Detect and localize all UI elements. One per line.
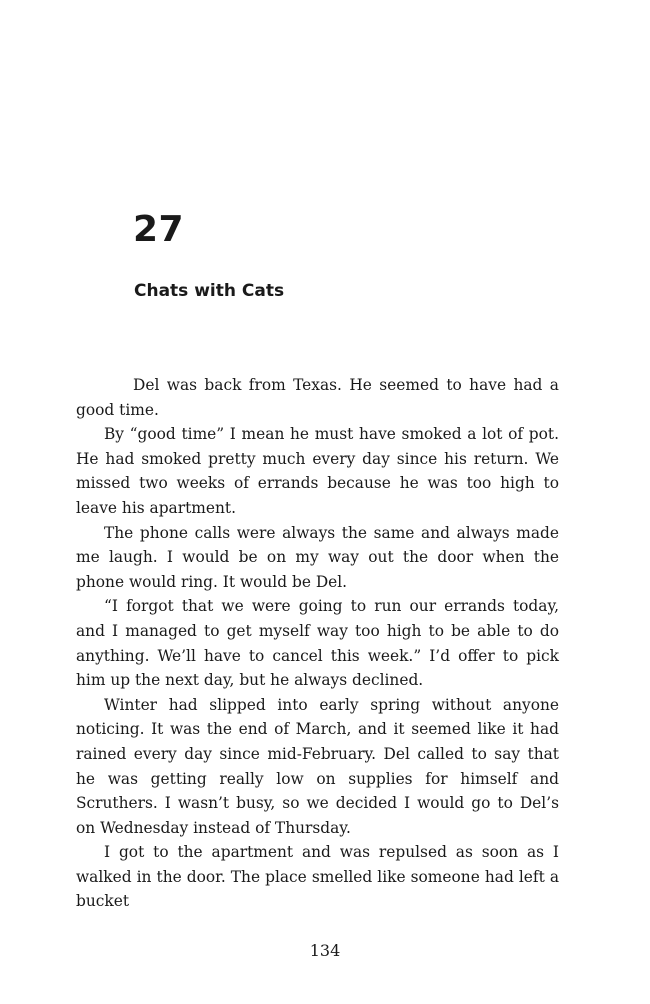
paragraph: I got to the apartment and was repulsed as soon as I walked in the door. The place smelled like someone had left a bucket [76, 843, 559, 911]
paragraph: The phone calls were always the same and always made me laugh. I would be on my way out the door when the phone would ring. It would be Del. [76, 523, 559, 591]
paragraph: Del was back from Texas. He seemed to have had a good time. [76, 376, 559, 419]
paragraph: Winter had slipped into early spring without anyone noticing. It was the end of March, and it seemed like it had rained every day since mid-February. Del called to say that he was getting really low on supplies for himself and Scruthers. I wasn’t busy, so we decided I would go to Del’s on Wednesday instead of Thursday. [76, 695, 559, 837]
chapter-body [76, 373, 559, 914]
chapter-title: Chats with Cats [134, 281, 285, 301]
paragraph: By “good time” I mean he must have smoked a lot of pot. He had smoked pretty much every day since his return. We missed two weeks of errands because he was too high to leave his apartment. [76, 425, 559, 517]
paragraph: “I forgot that we were going to run our errands today, and I managed to get myself way too high to be able to do anything. We’ll have to cancel this week.” I’d offer to pick him up the next day, but he always declined. [76, 597, 559, 690]
page-number: 134 [309, 941, 341, 960]
chapter-number: 27 [133, 209, 185, 250]
